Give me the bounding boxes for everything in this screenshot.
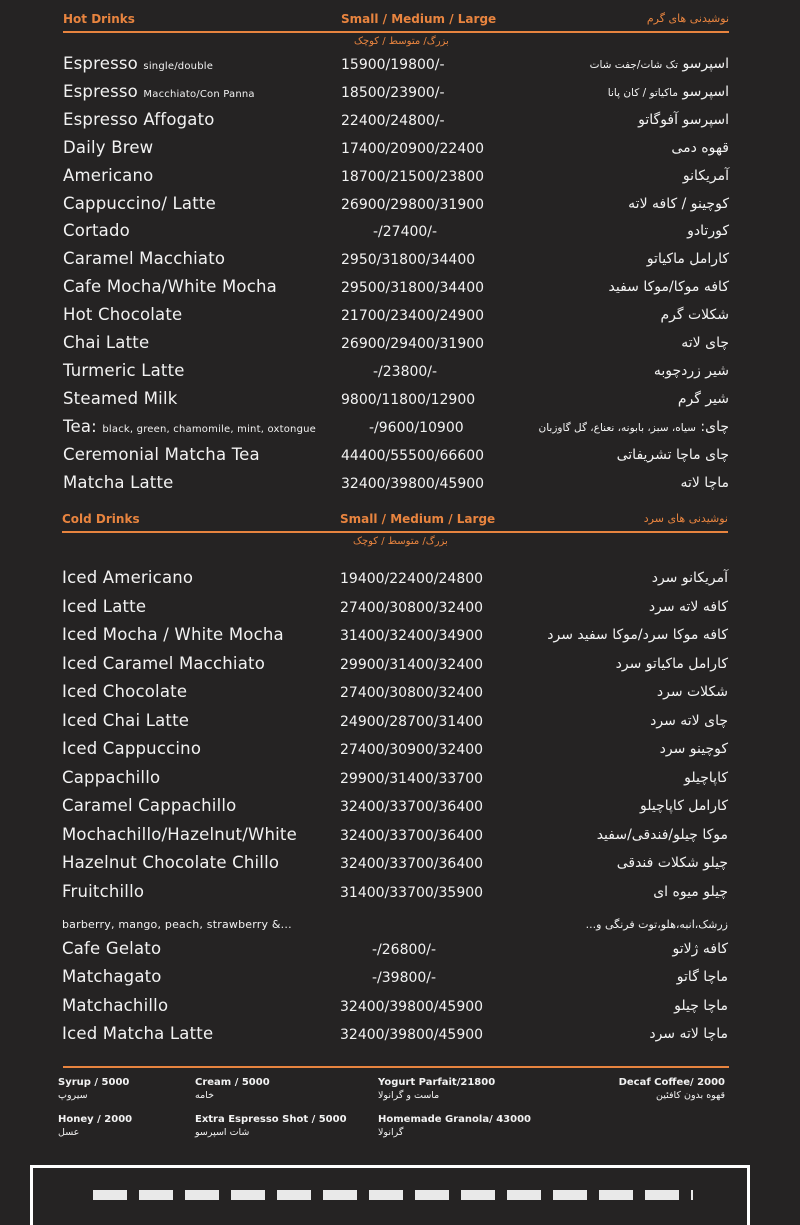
item-price: 32400/39800/45900 — [340, 1027, 484, 1043]
cold-menu-item — [62, 853, 728, 879]
item-name-fa: موکا چیلو/فندقی/سفید — [596, 826, 728, 843]
item-name-fa: زرشک،انبه،هلو،توت فرنگی و... — [585, 918, 728, 931]
item-price: 18700/21500/23800 — [341, 168, 485, 185]
item-name: Mochachillo/Hazelnut/White — [62, 824, 297, 844]
item-name: Fruitchillo — [62, 881, 145, 901]
item-name-fa: کوچینو / کافه لاته — [628, 195, 729, 212]
item-name-fa: ماچا لاته سرد — [649, 1026, 728, 1042]
item-name-fa: شیر زردچوبه — [653, 362, 729, 379]
item-name-fa: آمریکانو سرد — [651, 570, 728, 586]
cold-menu-item — [62, 939, 728, 965]
cold-drinks-section — [62, 512, 728, 1043]
item-name-fa: کافه لاته سرد — [648, 598, 728, 615]
item-price: 9800/11800/12900 — [341, 391, 476, 408]
item-name: Iced Chocolate — [62, 682, 188, 701]
cold-menu-item — [62, 825, 728, 851]
item-note: Macchiato/Con Panna — [143, 88, 255, 100]
cold-header-rule — [62, 531, 728, 533]
hot-menu-item — [63, 110, 729, 136]
hot-sizes-label-fa: بزرگ/ متوسط / کوچک — [354, 36, 449, 47]
item-price: -/26800/- — [372, 941, 437, 958]
item-name: Iced Chai Latte — [62, 710, 190, 730]
item-name: Iced Cappuccino — [62, 739, 202, 758]
item-name-fa: شکلات سرد — [656, 684, 728, 700]
extra-decaf-coffee: Decaf Coffee/ 2000 قهوه بدون کافئین — [618, 1077, 725, 1101]
item-price: 32400/33700/36400 — [340, 799, 484, 815]
item-name: Caramel Macchiato — [63, 249, 226, 269]
item-price: 32400/39800/45900 — [341, 475, 485, 492]
extra-homemade-granola: Homemade Granola/ 43000 گرانولا — [378, 1114, 532, 1138]
extra-yogurt-parfait: Yogurt Parfait/21800 ماست و گرانولا — [378, 1077, 496, 1101]
item-name-fa: اسپرسو تک شات/جفت شات — [589, 56, 729, 72]
item-price: 2950/31800/34400 — [341, 252, 476, 269]
item-name-fa: کافه ژلاتو — [672, 940, 728, 957]
item-name: Caramel Cappachillo — [62, 796, 237, 815]
item-name-fa: کارامل ماکیاتو — [646, 251, 729, 268]
item-price: -/9600/10900 — [369, 419, 464, 436]
cold-menu-item — [62, 568, 728, 594]
cold-sizes-label: Small / Medium / Large — [340, 512, 496, 526]
cold-menu-item — [62, 1024, 728, 1050]
item-price: 19400/22400/24800 — [340, 571, 484, 587]
hot-menu-item — [63, 194, 729, 220]
item-name: Ceremonial Matcha Tea — [63, 444, 260, 464]
hot-menu-item — [63, 333, 729, 359]
item-name: Iced Caramel Macchiato — [62, 653, 265, 673]
hot-menu-item — [63, 305, 729, 331]
item-price: 29900/31400/33700 — [340, 770, 484, 787]
item-name-fa: کافه موکا سرد/موکا سفید سرد — [547, 627, 728, 643]
cold-menu-item — [62, 796, 728, 822]
item-name-fa: قهوه دمی — [671, 139, 729, 156]
item-name-fa: کارامل کاپاچیلو — [640, 798, 728, 814]
cold-menu-item — [62, 597, 728, 623]
hot-menu-item — [63, 166, 729, 192]
hot-menu-item — [63, 249, 729, 275]
item-price: 32400/39800/45900 — [340, 998, 484, 1015]
item-name-fa: کورتادو — [687, 223, 729, 240]
item-price: 22400/24800/- — [341, 112, 445, 129]
item-name-fa: ماچا چیلو — [674, 997, 728, 1014]
item-name: Steamed Milk — [63, 388, 178, 408]
item-price: 29500/31800/34400 — [341, 280, 485, 297]
item-name: Americano — [63, 165, 154, 185]
item-name-fa: آمریکانو — [682, 167, 729, 184]
cold-menu-item — [62, 967, 728, 993]
extra-cream: Cream / 5000 خامه — [195, 1077, 270, 1101]
hot-menu-item — [63, 277, 729, 303]
item-name: Espresso Macchiato/Con Panna — [63, 81, 255, 101]
item-price: 32400/33700/36400 — [340, 827, 484, 844]
hot-menu-item — [63, 54, 729, 80]
item-name-fa: کوچینو سرد — [659, 741, 728, 757]
item-name: Hot Chocolate — [63, 305, 183, 325]
hot-menu-item — [63, 138, 729, 164]
cold-drinks-header — [62, 512, 728, 546]
item-name: Daily Brew — [63, 137, 154, 157]
item-price: 27400/30800/32400 — [340, 685, 484, 701]
item-note: black, green, chamomile, mint, oxtongue — [102, 423, 317, 435]
item-price: 32400/33700/36400 — [340, 856, 484, 872]
extra-honey: Honey / 2000 عسل — [58, 1114, 133, 1138]
hot-menu-item — [63, 417, 729, 443]
item-price: 26900/29400/31900 — [341, 336, 485, 352]
cold-menu-item — [62, 654, 728, 680]
item-name: Iced Latte — [62, 596, 147, 616]
hot-menu-item — [63, 389, 729, 415]
hot-header-rule — [63, 31, 729, 33]
item-price: 26900/29800/31900 — [341, 196, 485, 213]
item-name-fa: چیلو شکلات فندقی — [616, 855, 728, 871]
extra-espresso-shot: Extra Espresso Shot / 5000 شات اسپرسو — [195, 1114, 347, 1138]
item-name-fa: کاپاچیلو — [684, 769, 728, 786]
item-name: Turmeric Latte — [63, 360, 185, 380]
item-name: Chai Latte — [63, 333, 150, 352]
item-name-fa: چای لاته سرد — [650, 712, 728, 729]
hot-drinks-header — [63, 12, 729, 46]
item-name-fa: کافه موکا/موکا سفید — [608, 279, 729, 296]
cold-drinks-title: Cold Drinks — [62, 512, 140, 526]
hot-menu-item — [63, 221, 729, 247]
cold-menu-item — [62, 996, 728, 1022]
item-note: single/double — [143, 61, 214, 72]
item-price: 17400/20900/22400 — [341, 140, 485, 157]
item-name: Matchachillo — [62, 995, 169, 1015]
hot-drinks-title: Hot Drinks — [63, 12, 135, 26]
hot-menu-item — [63, 82, 729, 108]
item-price: 21700/23400/24900 — [341, 308, 485, 325]
item-price: 31400/32400/34900 — [340, 628, 484, 644]
item-price: 44400/55500/66600 — [341, 447, 485, 464]
item-name: Matchagato — [62, 967, 162, 986]
item-name: Espresso single/double — [63, 54, 214, 73]
item-price: 15900/19800/- — [341, 57, 445, 73]
cold-sizes-label-fa: بزرگ/ متوسط / کوچک — [353, 536, 448, 547]
item-name-fa: کارامل ماکیاتو سرد — [615, 655, 728, 672]
item-name: barberry, mango, peach, strawberry &... — [62, 918, 292, 931]
hot-menu-item — [63, 473, 729, 499]
item-name-fa: اسپرسو آفوگاتو — [638, 111, 729, 128]
item-name-fa: ماچا لاته — [680, 474, 729, 491]
cold-drinks-title-fa: نوشیدنی های سرد — [643, 512, 728, 525]
item-name: Cafe Gelato — [62, 938, 162, 958]
cold-menu-item — [62, 711, 728, 737]
item-name-fa: چای ماچا تشریفاتی — [616, 446, 729, 463]
item-price: 27400/30900/32400 — [340, 742, 484, 758]
item-name: Cafe Mocha/White Mocha — [63, 277, 277, 297]
item-name-fa: چای لاته — [681, 335, 729, 351]
cold-menu-item — [62, 739, 728, 765]
item-name-fa: ماچا گاتو — [676, 969, 728, 985]
cold-menu-item — [62, 768, 728, 794]
item-name-fa: چای: سیاه، سبز، بابونه، نعناع، گل گاوزبان — [538, 418, 729, 435]
item-price: 29900/31400/32400 — [340, 656, 484, 673]
item-name-fa: چیلو میوه ای — [653, 883, 728, 900]
cold-menu-item — [62, 682, 728, 708]
item-name: Cortado — [63, 221, 130, 241]
hot-menu-item — [63, 361, 729, 387]
item-name: Hazelnut Chocolate Chillo — [62, 853, 280, 872]
item-price: 27400/30800/32400 — [340, 599, 484, 616]
cold-menu-item — [62, 625, 728, 651]
item-name-fa: شکلات گرم — [660, 307, 729, 324]
cold-menu-item — [62, 910, 728, 936]
item-name: Tea: black, green, chamomile, mint, oxtongue — [63, 416, 317, 436]
notice-box — [30, 1165, 750, 1225]
extra-syrup: Syrup / 5000 سیروپ — [58, 1077, 130, 1101]
item-price: -/39800/- — [372, 970, 437, 986]
item-price: -/27400/- — [373, 224, 438, 241]
hot-drinks-title-fa: نوشیدنی های گرم — [646, 12, 729, 25]
item-price: -/23800/- — [373, 363, 438, 380]
item-name: Cappuccino/ Latte — [63, 193, 216, 213]
hot-drinks-section — [63, 12, 729, 492]
cold-menu-item — [62, 882, 728, 908]
item-price: 31400/33700/35900 — [340, 884, 484, 901]
item-price: 24900/28700/31400 — [340, 713, 484, 730]
hot-sizes-label: Small / Medium / Large — [341, 12, 497, 26]
item-name-fa: شیر گرم — [677, 390, 729, 407]
notice-cropped-text — [93, 1190, 693, 1200]
item-name: Cappachillo — [62, 767, 161, 787]
extras-divider — [63, 1066, 729, 1068]
item-name: Iced Matcha Latte — [62, 1024, 214, 1043]
item-price: 18500/23900/- — [341, 84, 445, 101]
item-name: Iced Americano — [62, 568, 194, 587]
item-name: Espresso Affogato — [63, 109, 215, 129]
item-name: Matcha Latte — [63, 472, 174, 492]
item-name-fa: اسپرسو ماکیاتو / کان پانا — [607, 83, 729, 100]
hot-menu-item — [63, 445, 729, 471]
item-name: Iced Mocha / White Mocha — [62, 625, 284, 644]
